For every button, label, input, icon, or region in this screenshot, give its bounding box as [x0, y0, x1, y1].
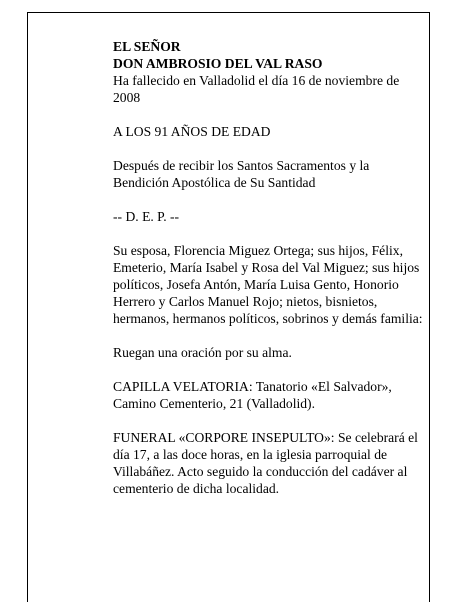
- sacraments-line: Después de recibir los Santos Sacramentos y la Bendición Apostólica de Su Santidad: [113, 158, 370, 190]
- family-paragraph: Su esposa, Florencia Miguez Ortega; sus hijos, Félix, Emeterio, María Isabel y Rosa del Val Miguez; sus hijos políticos, Josefa Antón, María Luisa Gento, Honorio Herrero y Carlos Manuel Rojo; nietos, bisnietos, hermanos, hermanos políticos, sobrinos y demás familia:: [113, 243, 423, 326]
- funeral-info: FUNERAL «CORPORE INSEPULTO»: Se celebrará el día 17, a las doce horas, en la iglesia parroquial de Villabáñez. Acto seguido la conducción del cadáver al cementerio de dicha localidad.: [113, 430, 418, 496]
- age-line: A LOS 91 AÑOS DE EDAD: [113, 124, 271, 139]
- rip-line: -- D. E. P. --: [113, 209, 180, 224]
- obituary-text: [113, 38, 425, 514]
- heading-title: EL SEÑOR: [113, 39, 181, 54]
- prayer-line: Ruegan una oración por su alma.: [113, 345, 292, 360]
- deceased-name: DON AMBROSIO DEL VAL RASO: [113, 56, 323, 71]
- death-info: Ha fallecido en Valladolid el día 16 de noviembre de 2008: [113, 73, 400, 105]
- chapel-info: CAPILLA VELATORIA: Tanatorio «El Salvador», Camino Cementerio, 21 (Valladolid).: [113, 379, 392, 411]
